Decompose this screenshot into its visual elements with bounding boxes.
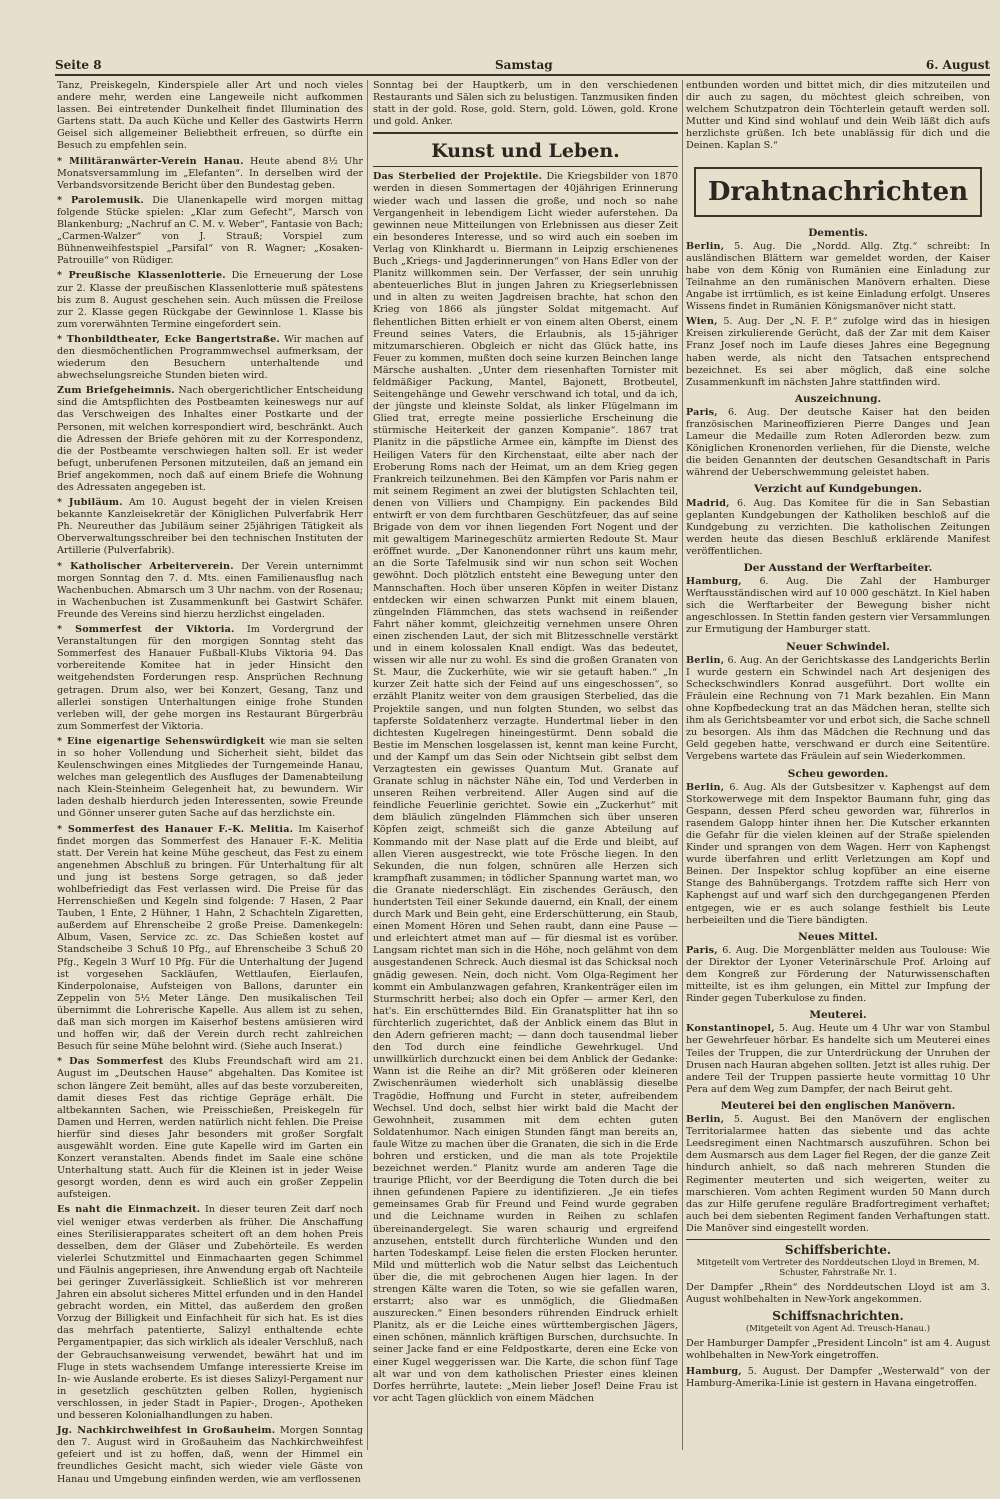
news-item: Konstantinopel, 5. Aug. Heute um 4 Uhr war von Stambul her Gewehrfeuer hörbar. Es handelte sich um Meuterei eines Teiles der Truppen, die zur Unterdrückung der Unruhen der Drusen nach Hauran abgehen sollten. Jetzt ist alles ruhig. Der andere Teil der Truppen passierte heute vormittag 10 Uhr Pera auf dem Weg zum Dampfer, der nach Beirut geht. [686,1023,990,1095]
news-item: * Eine eigenartige Sehenswürdigkeit wie man sie selten in so hoher Vollendung und Sicherheit sieht, bildet das Keulenschwingen eines Mitgliedes der Turngemeinde Hanau, welches man gelegentlich des Ausfluges der Damenabteilung nach Klein-Steinheim Gelegenheit hat, zu bewundern. Wir laden deshalb hierdurch jeden Interessenten, sowie Freunde und Gönner unserer guten Sache auf das herzlichste ein. [57,735,363,820]
news-item: * Parolemusik. Die Ulanenkapelle wird morgen mittag folgende Stücke spielen: „Klar zum Gefecht“, Marsch von Blankenburg; „Nachruf an C. M. v. Weber“, Fantasie von Bach; „Carmen-Walzer“ von J. Strauß; Vorspiel zum Bühnenweihfestspiel „Parsifal“ von R. Wagner; „Kosaken-Patrouille“ von Rüdiger. [57,194,363,267]
news-item: Berlin, 6. Aug. An der Gerichtskasse des Landgerichts Berlin I wurde gestern ein Schwindel nach Art desjenigen des Scheckschwindlers Konrad ausgeführt. Dort wollte ein Fräulein eine Rechnung von 71 Mark bezahlen. Ein Mann ohne Kopfbedeckung trat an das Mädchen heran, stellte sich ihm als Gerichtsbeamter vor und erbot sich, die Sache schnell zu besorgen. Als ihm das Mädchen die Rechnung und das Geld gegeben hatte, verschwand er durch eine Seitentüre. Vergebens wartete das Fräulein auf sein Wiederkommen. [686,654,990,763]
section-rule [373,132,678,134]
subheading: Meuterei. [809,1009,867,1022]
ship-reports-source: Mitgeteilt vom Vertreter des Norddeutschen Lloyd in Bremen, M. Schuster, Fahrstraße Nr. 1. [696,1258,980,1279]
subheading: Dementis. [808,226,868,239]
news-item: Sonntag bei der Hauptkerb, um in den verschiedenen Restaurants und Sälen sich zu belustigen. Tanzmusiken finden statt in der gold. Rose, gold. Stern, gold. Löwen, gold. Krone und gold. Anker. [373,80,678,128]
subheading: Neuer Schwindel. [786,640,890,653]
article-body: Das Sterbelied der Projektile. Die Kriegsbilder von 1870 werden in diesen Sommertagen der 40jährigen Erinnerung wieder wach und lassen die große, und noch so nahe Vergangenheit in lebendigem Licht wieder auferstehen. Da gewinnen neue Mitteilungen von Erlebnissen aus dieser Zeit ein besonderes Interesse, und so wird auch ein soeben im Verlag von Klinkhardt u. Biermann in Leipzig erschienenes Buch „Kriegs- und Jagderinnerungen“ von Hans Edler von der Planitz willkommen sein. Der Verfasser, der sein unruhig abenteuerliches Blut in jungen Jahren zu Kriegserlebnissen und in alten zu weiten Jagdreisen brachte, hat schon den Krieg von 1866 als jüngster Soldat mitgemacht. Auf flehentlichen Bitten erhielt er von einem alten Oberst, einem Freund seines Vaters, die Erlaubnis, als 15-jähriger mitzumarschieren. Obgleich er nicht das Glück hatte, ins Feuer zu kommen, mußten doch seine kurzen Beinchen lange Märsche aushalten. „Unter dem riesenhaften Tornister mit feldmäßiger Packung, Mantel, Bajonett, Brotbeutel, Seitengehänge und Gewehr verschwand ich total, und da ich, der jüngste und kleinste Soldat, als linker Flügelmann im Glied trat, erregte meine possierliche Erscheinung die stürmische Heiterkeit der ganzen Kompanie“. 1867 trat Planitz in die päpstliche Armee ein, kämpfte im Dienst des Heiligen Vaters für den Kirchenstaat, eilte aber nach der Eroberung Roms nach der Heimat, um an dem Krieg gegen Frankreich teilzunehmen. Bei den Kämpfen vor Paris nahm er mit seinem Regiment an zwei der blutigsten Schlachten teil, denen von Villiers und Champigny. Ein packendes Bild entwirft er von dem furchtbaren Geschützfeuer, das auf seine Brigade von dem vor ihnen liegenden Fort Nogent und der mit gewaltigem Marinegeschütz armierten Redoute St. Maur eröffnet wurde. „Der Kanonendonner rührt uns kaum mehr, an die Sorte Tafelmusik sind wir nun schon seit Wochen gewöhnt. Doch plötzlich entsteht eine Bewegung unter den Mannschaften. Hoch über unseren Köpfen in weiter Distanz entdecken wir einen schwarzen Punkt mit einem blauen, züngelnden Flämmchen, das stets wachsend in reißender Fahrt näher kommt, gleichzeitig vernehmen unsere Ohren einen zischenden Laut, der sich mit Blitzesschnelle verstärkt und in einem kolossalen Knall endigt. Was das bedeutet, wissen wir alle nur zu wohl. Es sind die großen Granaten von St. Maur, die Zuckerhüte, wie wir sie getauft haben.“ „In kurzer Zeit hatte sich der Feind auf uns eingeschossen“, so erzählt Planitz weiter von dem grausigen Sterbelied, das die Projektile sangen, und nun folgten Stunden, wo selbst das tapferste Soldatenherz verzagte. Hundertmal lieber in den dichtesten Kugelregen hineingestürmt. Denn sobald die Bestie im Menschen losgelassen ist, kennt man keine Furcht, und der Kampf um das Sein oder Nichtsein gibt selbst dem Verzagtesten ein gewisses Quantum Mut. Granate auf Granate schlug in nächster Nähe ein, Tod und Verderben in unseren Reihen verbreitend. Aller Augen sind auf die feindliche Feuerlinie gerichtet. Sowie ein „Zuckerhut“ mit dem bläulich züngelnden Flämmchen sich über unseren Köpfen zeigt, schmeißt sich die ganze Abteilung auf Kommando mit der Nase platt auf die Erde und bleibt, auf allen Vieren ausgestreckt, wie tote Frösche liegen. In den Sekunden, die nun folgen, schnüren alle Herzen sich krampfhaft zusammen; in tödlicher Spannung wartet man, wo die Granate niederschlägt. Ein zischendes Geräusch, den hundertsten Teil einer Sekunde dauernd, ein Knall, der einem durch Mark und Bein geht, eine Erderschütterung, ein Staub, einen Moment Hören und Sehen raubt, dann eine Pause — und erleichtert atmet man auf — für diesmal ist es vorüber. Langsam richtet man sich in die Höhe, noch gelähmt von dem ausgestandenen Schreck. Auch diesmal ist das Schicksal noch gnädig gewesen. Nein, doch nicht. Vom Olga-Regiment her kommt ein Ambulanzwagen gefahren, Krankenträger eilen im Sturmschritt herbei; also doch ein Opfer — armer Kerl, den hat's. Ein erschütterndes Bild. Ein Granatsplitter hat ihn so fürchterlich zugerichtet, daß der Anblick einem das Blut in den Adern gefrieren macht; — dann doch tausendmal lieber den Tod durch eine feindliche Gewehrkugel. Und unwillkürlich durchzuckt einen bei dem Anblick der Gedanke: Wann ist die Reihe an dir? Mit größeren oder kleineren Zwischenräumen wiederholt sich unablässig dieselbe Tragödie, Hoffnung und Furcht in steter, aufreibendem Wechsel. Und doch, selbst hier wirkt bald die Macht der Gewohnheit, zusammen mit dem echten guten Soldatenhumor. Nach einigen Stunden fängt man bereits an, faule Witze zu machen über die Granaten, die sich in die Erde bohren und ersticken, und die man als tote Projektile bezeichnet werden.“ Planitz wurde am anderen Tage die traurige Pflicht, vor der Beerdigung die Toten durch die bei ihnen gefundenen Papiere zu identifizieren. „Je ein tiefes gemeinsames Grab für Freund und Feind wurde gegraben und die Leichname wurden in Reihen zu schlafen übereinandergelegt. Sie waren schaurig und ergreifend anzusehen, entstellt durch fürchterliche Wunden und den harten Todeskampf. Leise fielen die ersten Flocken herunter. Mild und mütterlich wob die Natur selbst das Leichentuch über die, die mit gebrochenen Augen hier lagen. In der strengen Kälte waren die Toten, so wie sie gefallen waren, erstarrt; also war es unmöglich, die Gliedmaßen auszurecken.“ Einen besonders rührenden Eindruck erhielt Planitz, als er die Leiche eines württembergischen Jägers, einen schönen, männlich kräftigen Burschen, durchsuchte. In seiner Jacke fand er eine Feldpostkarte, deren eine Ecke von einer Kugel weggerissen war. Die Karte, die schon fünf Tage alt war und von dem katholischen Priester eines kleinen Dorfes herrührte, lautete: „Mein lieber Josef! Deine Frau ist vor acht Tagen glücklich von einem Mädchen [373,171,678,1404]
subheading: Der Ausstand der Werftarbeiter. [743,562,933,574]
news-item: Tanz, Preiskegeln, Kinderspiele aller Art und noch vieles andere mehr, werden eine Langeweile nicht aufkommen lassen. Bei eintretender Dunkelheit findet Illumination des Gartens statt. Da auch Küche und Keller des Gastwirts Herrn Geisel sich allgemeiner Beliebtheit erfreuen, so dürfte ein Besuch zu empfehlen sein. [57,80,363,152]
news-item: Es naht die Einmachzeit. In dieser teuren Zeit darf noch viel weniger etwas verderben als früher. Die Anschaffung eines Sterilisierapparates scheitert oft an dem hohen Preis desselben, dem der Gläser und Zubehörteile. Es werden vielerlei Schutzmittel und Einmachaarten gegen Schimmel und Fäulnis angepriesen, ihre Anwendung ergab oft Nachteile bei geringer Zuverlässigkeit. Schließlich ist vor mehreren Jahren ein absolut sicheres Mittel erfunden und in den Handel gebracht worden, ein Mittel, das außerdem den großen Vorzug der Billigkeit und Einfachheit für sich hat. Es ist dies das mehrfach patentierte, Salizyl enthaltende echte Pergamentpapier, das sich wirklich als idealer Verschluß, nach der Gebrauchsanweisung verwendet, bewährt hat und im Fluge in stets wachsendem Umfange interessierte Kreise im In- wie Auslande eroberte. Es ist dieses Salizyl-Pergament nur in gesetzlich geschützten gelben Rollen, hygienisch verschlossen, in jeder Stadt in Papier-, Drogen-, Apotheken und besseren Kolonialhandlungen zu haben. [57,1204,363,1422]
news-item: Madrid, 6. Aug. Das Komitee für die in San Sebastian geplanten Kundgebungen der Katholiken beschloß auf die Kundgebung zu verzichten. Die katholischen Zeitungen werden heute das diesen Beschluß erklärende Manifest veröffentlichen. [686,497,990,557]
ship-news-source: (Mitgeteilt von Agent Ad. Treusch-Hanau.) [745,1324,931,1335]
subheading: Neues Mittel. [798,930,878,943]
news-item: Hamburg, 5. August. Der Dampfer „Westerwald“ von der Hamburg-Amerika-Linie ist gestern in Havana eingetroffen. [686,1365,990,1389]
news-item: Paris, 6. Aug. Die Morgenblätter melden aus Toulouse: Wie der Direktor der Lyoner Veterinärschule Prof. Arloing auf dem Kongreß zur Förderung der Naturwissenschaften mitteilte, ist es ihm gelungen, ein Mittel zur Impfung der Rinder gegen Tuberkulose zu finden. [686,944,990,1005]
masthead [55,58,990,76]
news-item: * Sommerfest des Hanauer F.-K. Melitia. Im Kaiserhof findet morgen das Sommerfest des Hanauer F.-K. Melitia statt. Der Verein hat keine Mühe gescheut, das Fest zu einem angenehmen Abschluß zu bringen. Für Unterhaltung für alt und jung ist bestens Sorge getragen, so daß jeder wohlbefriedigt das Fest verlassen wird. Die Preise für das Herrenschießen und Kegeln sind folgende: 7 Hasen, 2 Paar Tauben, 1 Ente, 2 Hühner, 1 Hahn, 2 Schachteln Zigaretten, außerdem auf Ehrenscheibe 2 große Preise. Damenkegeln: Album, Vasen, Service zc. zc. Das Schießen kostet auf Standscheibe 3 Schuß 10 Pfg., auf Ehrenscheibe 3 Schuß 20 Pfg., Kegeln 3 Wurf 10 Pfg. Für die Unterhaltung der Jugend ist vorgesehen Sackläufen, Wettlaufen, Eierlaufen, Kinderpolonaise, Aufsteigen von Ballons, darunter ein Zeppelin von 5½ Meter Länge. Den musikalischen Teil übernimmt die Lohrerische Kapelle. Aus allem ist zu sehen, daß man sich morgen im Kaiserhof bestens amüsieren wird und hoffen wir, daß der Verein durch recht zahlreichen Besuch für seine Mühe belohnt wird. (Siehe auch Inserat.) [57,823,363,1053]
ship-news-heading: Schiffsnachrichten. [772,1309,904,1324]
subheading: Meuterei bei den englischen Manövern. [720,1099,956,1112]
column-divider [682,80,683,1450]
wire-news-heading: Drahtnachrichten [694,167,982,217]
article-title: Das Sterbelied der Projektile. [373,171,543,183]
ship-reports-heading: Schiffsberichte. [784,1242,892,1257]
weekday: Samstag [495,58,553,72]
news-item: * Thonbildtheater, Ecke Bangertstraße. Wir machen auf den diesmöchentlichen Programmwechsel aufmerksam, der wiederum den Besuchern unterhaltende und abwechselungsreiche Stunden bieten wird. [57,333,363,382]
news-item: Der Hamburger Dampfer „President Lincoln“ ist am 4. August wohlbehalten in New-York eingetroffen. [686,1338,990,1362]
news-item: * Jubiläum. Am 10. August begeht der in vielen Kreisen bekannte Kanzleisekretär der Königlichen Pulverfabrik Herr Ph. Neureuther das Jubiläum seiner 25jährigen Tätigkeit als Oberverwaltungsschreiber bei den technischen Instituten der Artillerie (Pulverfabrik). [57,497,363,557]
news-item: Berlin, 6. Aug. Als der Gutsbesitzer v. Kaphengst auf dem Storkowerwege mit dem Inspektor Baumann fuhr, ging das Gespann, dessen Pferd scheu geworden war, führerlos in rasendem Galopp hinter ihnen her. Die Kutscher erkannten die Gefahr für die vielen kleinen auf der Straße spielenden Kinder und sprangen von dem Wagen. Herr von Kaphengst wurde überfahren und erlitt Verletzungen am Kopf und Beinen. Der Inspektor schlug kopfüber an eine eiserne Stange des Bahnübergangs. Trotzdem raffte sich Herr von Kaphengst auf und warf sich den durchgegangenen Pferden entgegen, wie er es auch solange festhielt bis Leute herbeieilten und die Tiere bändigten. [686,781,990,926]
news-item: * Katholischer Arbeiterverein. Der Verein unternimmt morgen Sonntag den 7. d. Mts. einen Familienausflug nach Wachenbuchen. Abmarsch um 3 Uhr nachm. von der Rosenau; in Wachenbuchen ist Zusammenkunft bei Gastwirt Schäfer. Freunde des Vereins sind hierzu herzlichst eingeladen. [57,560,363,620]
news-item: * Preußische Klassenlotterie. Die Erneuerung der Lose zur 2. Klasse der preußischen Klassenlotterie muß spätestens bis zum 8. August geschehen sein. Auch müssen die Freilose zur 2. Klasse gegen Rückgabe der Gewinnlose 1. Klasse bis zum vorerwähnten Termine eingefordert sein. [57,270,363,330]
news-item: Paris, 6. Aug. Der deutsche Kaiser hat den beiden französischen Marineoffizieren Pierre Danges und Jean Lameur die Medaille zum Roten Adlerorden bezw. zum Königlichen Kronenorden verliehen, für die Dienste, welche die beiden Genannten der deutschen Gesandtschaft in Paris während der Ueberschwemmung geleistet haben. [686,406,990,479]
subheading: Scheu geworden. [787,767,889,780]
news-item: Berlin, 5. Aug. Die „Nordd. Allg. Ztg.“ schreibt: In ausländischen Blättern war gemeldet worden, der Kaiser habe von dem König von Rumänien eine Einladung zur Teilnahme an den rumänischen Manövern erhalten. Diese Angabe ist irrtümlich, es ist keine Einladung erfolgt. Unseres Wissens findet in Rumänien Königsmanöver nicht statt. [686,240,990,313]
column-wire-news [686,80,990,1450]
news-item: Jg. Nachkirchweihfest in Großauheim. Morgen Sonntag den 7. August wird in Großauheim das Nachkirchweihfest gefeiert und ist zu hoffen, daß, wenn der Himmel ein freundliches Gesicht macht, sich wieder viele Gäste von Hanau und Umgebung einfinden werden, wie am verflossenen [57,1425,363,1485]
news-item: Der Dampfer „Rhein“ des Norddeutschen Lloyd ist am 3. August wohlbehalten in New-York angekommen. [686,1282,990,1306]
news-item: * Das Sommerfest des Klubs Freundschaft wird am 21. August im „Deutschen Hause“ abgehalten. Das Komitee ist schon längere Zeit bemüht, alles auf das beste vorzubereiten, damit dieses Fest das richtige Gepräge erhält. Die altbekannten Sachen, wie Preisschießen, Preiskegeln für Damen und Herren, werden natürlich nicht fehlen. Die Preise hierfür sind dieses Jahr besonders mit großer Sorgfalt ausgewählt worden. Eine gute Kapelle wird im Garten ein Konzert veranstalten. Abends findet im Saale eine schöne Unterhaltung statt. Auch für die Kleinen ist in jeder Weise gesorgt worden, denn es wird auch ein großer Zeppelin aufsteigen. [57,1056,363,1201]
column-divider [367,80,368,1450]
section-rule [373,166,678,167]
news-item: Berlin, 5. August. Bei den Manövern der englischen Territorialarmee hatten das siebente und das achte Leedsregiment einen Nachtmarsch auszuführen. Schon bei dem Ausmarsch aus dem Lager fiel Regen, der die ganze Zeit hindurch anhielt, so daß nach mehreren Stunden die Regimenter meuterten und sich weigerten, weiter zu marschieren. Vom achten Regiment wurden 50 Mann durch das zur Hilfe gerufene reguläre Bradfortregiment verhaftet; auch bei dem siebenten Regiment fanden Verhaftungen statt. Die Manöver sind eingestellt worden. [686,1114,990,1234]
news-item: Wien, 5. Aug. Der „N. F. P.“ zufolge wird das in hiesigen Kreisen zirkulierende Gerücht, daß der Zar mit dem Kaiser Franz Josef noch im Laufe dieses Jahres eine Begegnung haben werde, als nicht den Tatsachen entsprechend bezeichnet. Es sei aber möglich, daß eine solche Zusammenkunft im nächsten Jahre stattfinden wird. [686,316,990,388]
news-item: entbunden worden und bittet mich, dir dies mitzuteilen und dir auch zu sagen, du möchtest gleich schreiben, von welchem Schutzpatron dein Töchterlein getauft werden soll. Mutter und Kind sind wohlauf und dein Weib läßt dich aufs herzlichste grüßen. Ich bete unablässig für dich und die Deinen. Kaplan S.“ [686,80,990,152]
news-item: Hamburg, 6. Aug. Die Zahl der Hamburger Werftausständischen wird auf 10 000 geschätzt. In Kiel haben sich die Werftarbeiter der Bewegung bisher nicht angeschlossen. In Stettin fanden gestern vier Versammlungen zur Ermutigung der Hamburger statt. [686,576,990,636]
news-item: * Militäranwärter-Verein Hanau. Heute abend 8½ Uhr Monatsversammlung im „Elefanten“. In derselben wird der Verbandsvorsitzende Bericht über den Bundestag geben. [57,155,363,191]
subheading: Auszeichnung. [794,392,882,405]
column-feuilleton [373,80,678,1450]
section-title: Kunst und Leben. [431,140,620,163]
column-local-news [57,80,363,1485]
page-number: Seite 8 [55,58,102,72]
news-item: Zum Briefgeheimnis. Nach obergerichtlicher Entscheidung sind die Amtspflichten des Postbeamten keineswegs nur auf das Verschweigen des Inhaltes einer Postkarte und der Personen, mit welchen korrespondiert wird, beschränkt. Auch die Adressen der Briefe gehören mit zu der Korrespondenz, die der Postbeamte verschwiegen halten soll. Er ist weder befugt, unberufenen Personen mitzuteilen, daß an jemand ein Brief angekommen, noch daß auf einem Briefe die Wohnung des Adressaten angegeben ist. [57,385,363,493]
subheading: Verzicht auf Kundgebungen. [754,483,922,496]
news-item: * Sommerfest der Viktoria. Im Vordergrund der Veranstaltungen für den morgigen Sonntag steht das Sommerfest des Hanauer Fußball-Klubs Viktoria 94. Das vorbereitende Komitee hat in jeder Hinsicht den weitgehendsten Forderungen resp. Ansprüchen Rechnung getragen. Drum also, wer bei Konzert, Gesang, Tanz und allerlei sonstigen Unterhaltungen einige frohe Stunden verleben will, der gehe morgen ins Restaurant Bürgerbräu zum Sommerfest der Viktoria. [57,624,363,732]
date: 6. August [925,58,990,72]
section-rule [686,1239,990,1240]
